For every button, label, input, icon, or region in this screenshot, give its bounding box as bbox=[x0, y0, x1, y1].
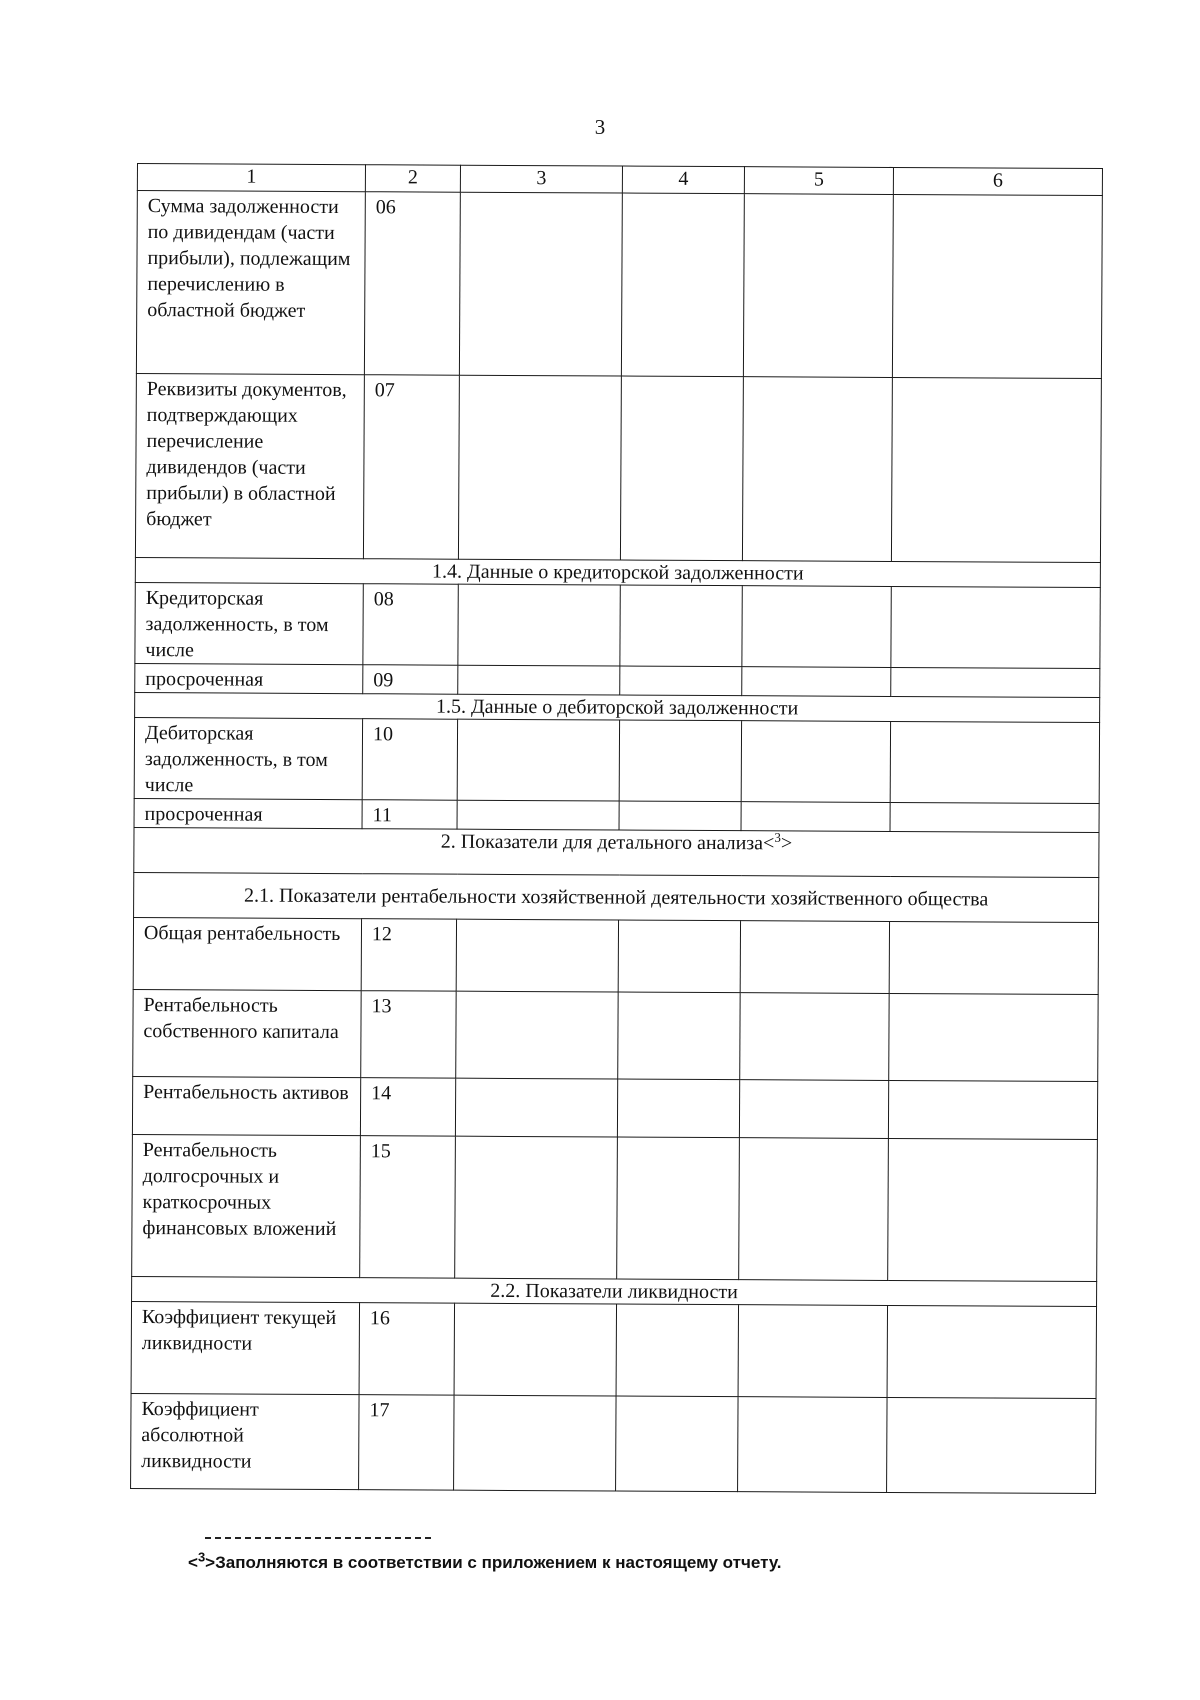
empty-cell bbox=[738, 1397, 887, 1493]
section-heading bbox=[134, 827, 1099, 877]
section-title: 1.4. Данные о кредиторской задолженности bbox=[135, 557, 1100, 587]
table-row bbox=[133, 917, 1098, 994]
empty-cell bbox=[618, 992, 740, 1080]
footnote-text: Заполняются в соответствии с приложением к настоящему отчету. bbox=[215, 1553, 782, 1572]
row-label: Сумма задолженности по дивидендам (части прибыли), подлежащим перечислению в областной бюджет bbox=[136, 191, 365, 375]
empty-cell bbox=[742, 667, 891, 697]
row-label: просроченная bbox=[135, 663, 363, 693]
column-header: 1 bbox=[137, 164, 365, 192]
footnote-marker-close: > bbox=[205, 1553, 216, 1572]
footnote-marker-open: < bbox=[188, 1553, 198, 1572]
table-row bbox=[131, 1393, 1096, 1493]
row-label: Рентабельность долгосрочных и краткосрочных финансовых вложений bbox=[132, 1134, 361, 1277]
row-label: просроченная bbox=[134, 798, 362, 828]
row-label: Коэффициент абсолютной ликвидности bbox=[131, 1393, 359, 1489]
table-row bbox=[131, 1301, 1096, 1398]
empty-cell bbox=[617, 1137, 740, 1280]
table-row bbox=[136, 191, 1102, 379]
row-label: Коэффициент текущей ликвидности bbox=[131, 1301, 359, 1394]
table-row bbox=[135, 373, 1101, 562]
row-label: Общая рентабельность bbox=[133, 917, 361, 990]
footnote-ref: <$^3$> bbox=[763, 829, 793, 855]
empty-cell bbox=[616, 1304, 738, 1397]
empty-cell bbox=[619, 720, 741, 802]
empty-cell bbox=[891, 586, 1100, 668]
table-row bbox=[133, 989, 1098, 1081]
empty-cell bbox=[739, 1138, 889, 1281]
empty-cell bbox=[455, 1078, 617, 1137]
footnote bbox=[188, 1549, 782, 1573]
empty-cell bbox=[742, 586, 891, 668]
column-header: 5 bbox=[744, 167, 893, 195]
empty-cell bbox=[620, 376, 743, 561]
empty-cell bbox=[892, 194, 1102, 378]
empty-cell bbox=[459, 192, 622, 376]
page-number: 3 bbox=[594, 115, 606, 139]
section-title: 2. Показатели для детального анализа bbox=[440, 830, 764, 855]
row-code: 06 bbox=[364, 192, 460, 375]
column-header: 2 bbox=[365, 165, 460, 192]
column-header: 6 bbox=[893, 167, 1102, 195]
section-row bbox=[134, 827, 1099, 877]
row-label: Реквизиты документов, подтверждающих перечисление дивидендов (части прибыли) в областной бюджет bbox=[135, 373, 364, 558]
row-code: 14 bbox=[360, 1078, 455, 1136]
empty-cell bbox=[890, 721, 1099, 803]
empty-cell bbox=[889, 921, 1098, 994]
empty-cell bbox=[890, 802, 1099, 832]
empty-cell bbox=[887, 1397, 1096, 1493]
footnote-divider bbox=[205, 1537, 431, 1539]
table-row bbox=[135, 582, 1100, 668]
section-title: 2.2. Показатели ликвидности bbox=[132, 1276, 1097, 1306]
row-code: 12 bbox=[361, 919, 456, 991]
empty-cell bbox=[888, 1138, 1098, 1281]
row-code: 09 bbox=[363, 665, 458, 694]
empty-cell bbox=[740, 921, 889, 994]
row-code: 17 bbox=[359, 1395, 454, 1490]
footnote-ref-number: 3 bbox=[774, 829, 781, 845]
row-code: 07 bbox=[363, 375, 459, 559]
table-row bbox=[132, 1134, 1098, 1281]
row-code: 10 bbox=[362, 719, 457, 800]
row-code: 11 bbox=[362, 800, 457, 829]
empty-cell bbox=[458, 375, 621, 560]
section-title: 1.5. Данные о дебиторской задолженности bbox=[135, 692, 1100, 722]
report-table bbox=[130, 163, 1103, 1494]
column-header: 3 bbox=[460, 165, 622, 193]
empty-cell bbox=[455, 1136, 618, 1279]
empty-cell bbox=[738, 1305, 887, 1398]
empty-cell bbox=[621, 193, 744, 377]
row-code: 08 bbox=[363, 584, 458, 665]
empty-cell bbox=[456, 991, 618, 1079]
row-label: Кредиторская задолженность, в том числе bbox=[135, 582, 363, 664]
row-label: Рентабельность собственного капитала bbox=[133, 989, 361, 1077]
section-title: 2.1. Показатели рентабельности хозяйственной деятельности хозяйственного общества bbox=[134, 872, 1099, 922]
row-code: 16 bbox=[359, 1303, 454, 1395]
empty-cell bbox=[889, 993, 1098, 1081]
empty-cell bbox=[741, 721, 890, 803]
empty-cell bbox=[740, 993, 889, 1081]
empty-cell bbox=[457, 719, 619, 801]
row-label: Дебиторская задолженность, в том числе bbox=[134, 717, 362, 799]
empty-cell bbox=[458, 665, 620, 695]
empty-cell bbox=[891, 377, 1101, 562]
empty-cell bbox=[620, 666, 742, 696]
row-code: 15 bbox=[360, 1136, 456, 1278]
empty-cell bbox=[619, 801, 741, 831]
empty-cell bbox=[891, 667, 1100, 697]
table-row bbox=[132, 1076, 1097, 1139]
table-row bbox=[134, 717, 1099, 803]
row-label: Рентабельность активов bbox=[132, 1076, 360, 1135]
empty-cell bbox=[454, 1395, 616, 1491]
empty-cell bbox=[454, 1303, 616, 1396]
empty-cell bbox=[739, 1080, 888, 1139]
empty-cell bbox=[741, 802, 890, 832]
empty-cell bbox=[617, 1079, 739, 1138]
empty-cell bbox=[616, 1396, 738, 1492]
empty-cell bbox=[456, 919, 618, 992]
section-row bbox=[134, 872, 1099, 922]
empty-cell bbox=[888, 1080, 1097, 1139]
footnote-marker-number: 3 bbox=[197, 1549, 206, 1565]
empty-cell bbox=[743, 194, 893, 378]
column-header: 4 bbox=[622, 166, 744, 194]
empty-cell bbox=[887, 1305, 1096, 1398]
footnote-marker bbox=[188, 1549, 216, 1572]
empty-cell bbox=[620, 585, 742, 667]
empty-cell bbox=[742, 377, 892, 562]
empty-cell bbox=[457, 800, 619, 830]
empty-cell bbox=[618, 920, 740, 993]
empty-cell bbox=[458, 584, 620, 666]
row-code: 13 bbox=[361, 991, 456, 1078]
